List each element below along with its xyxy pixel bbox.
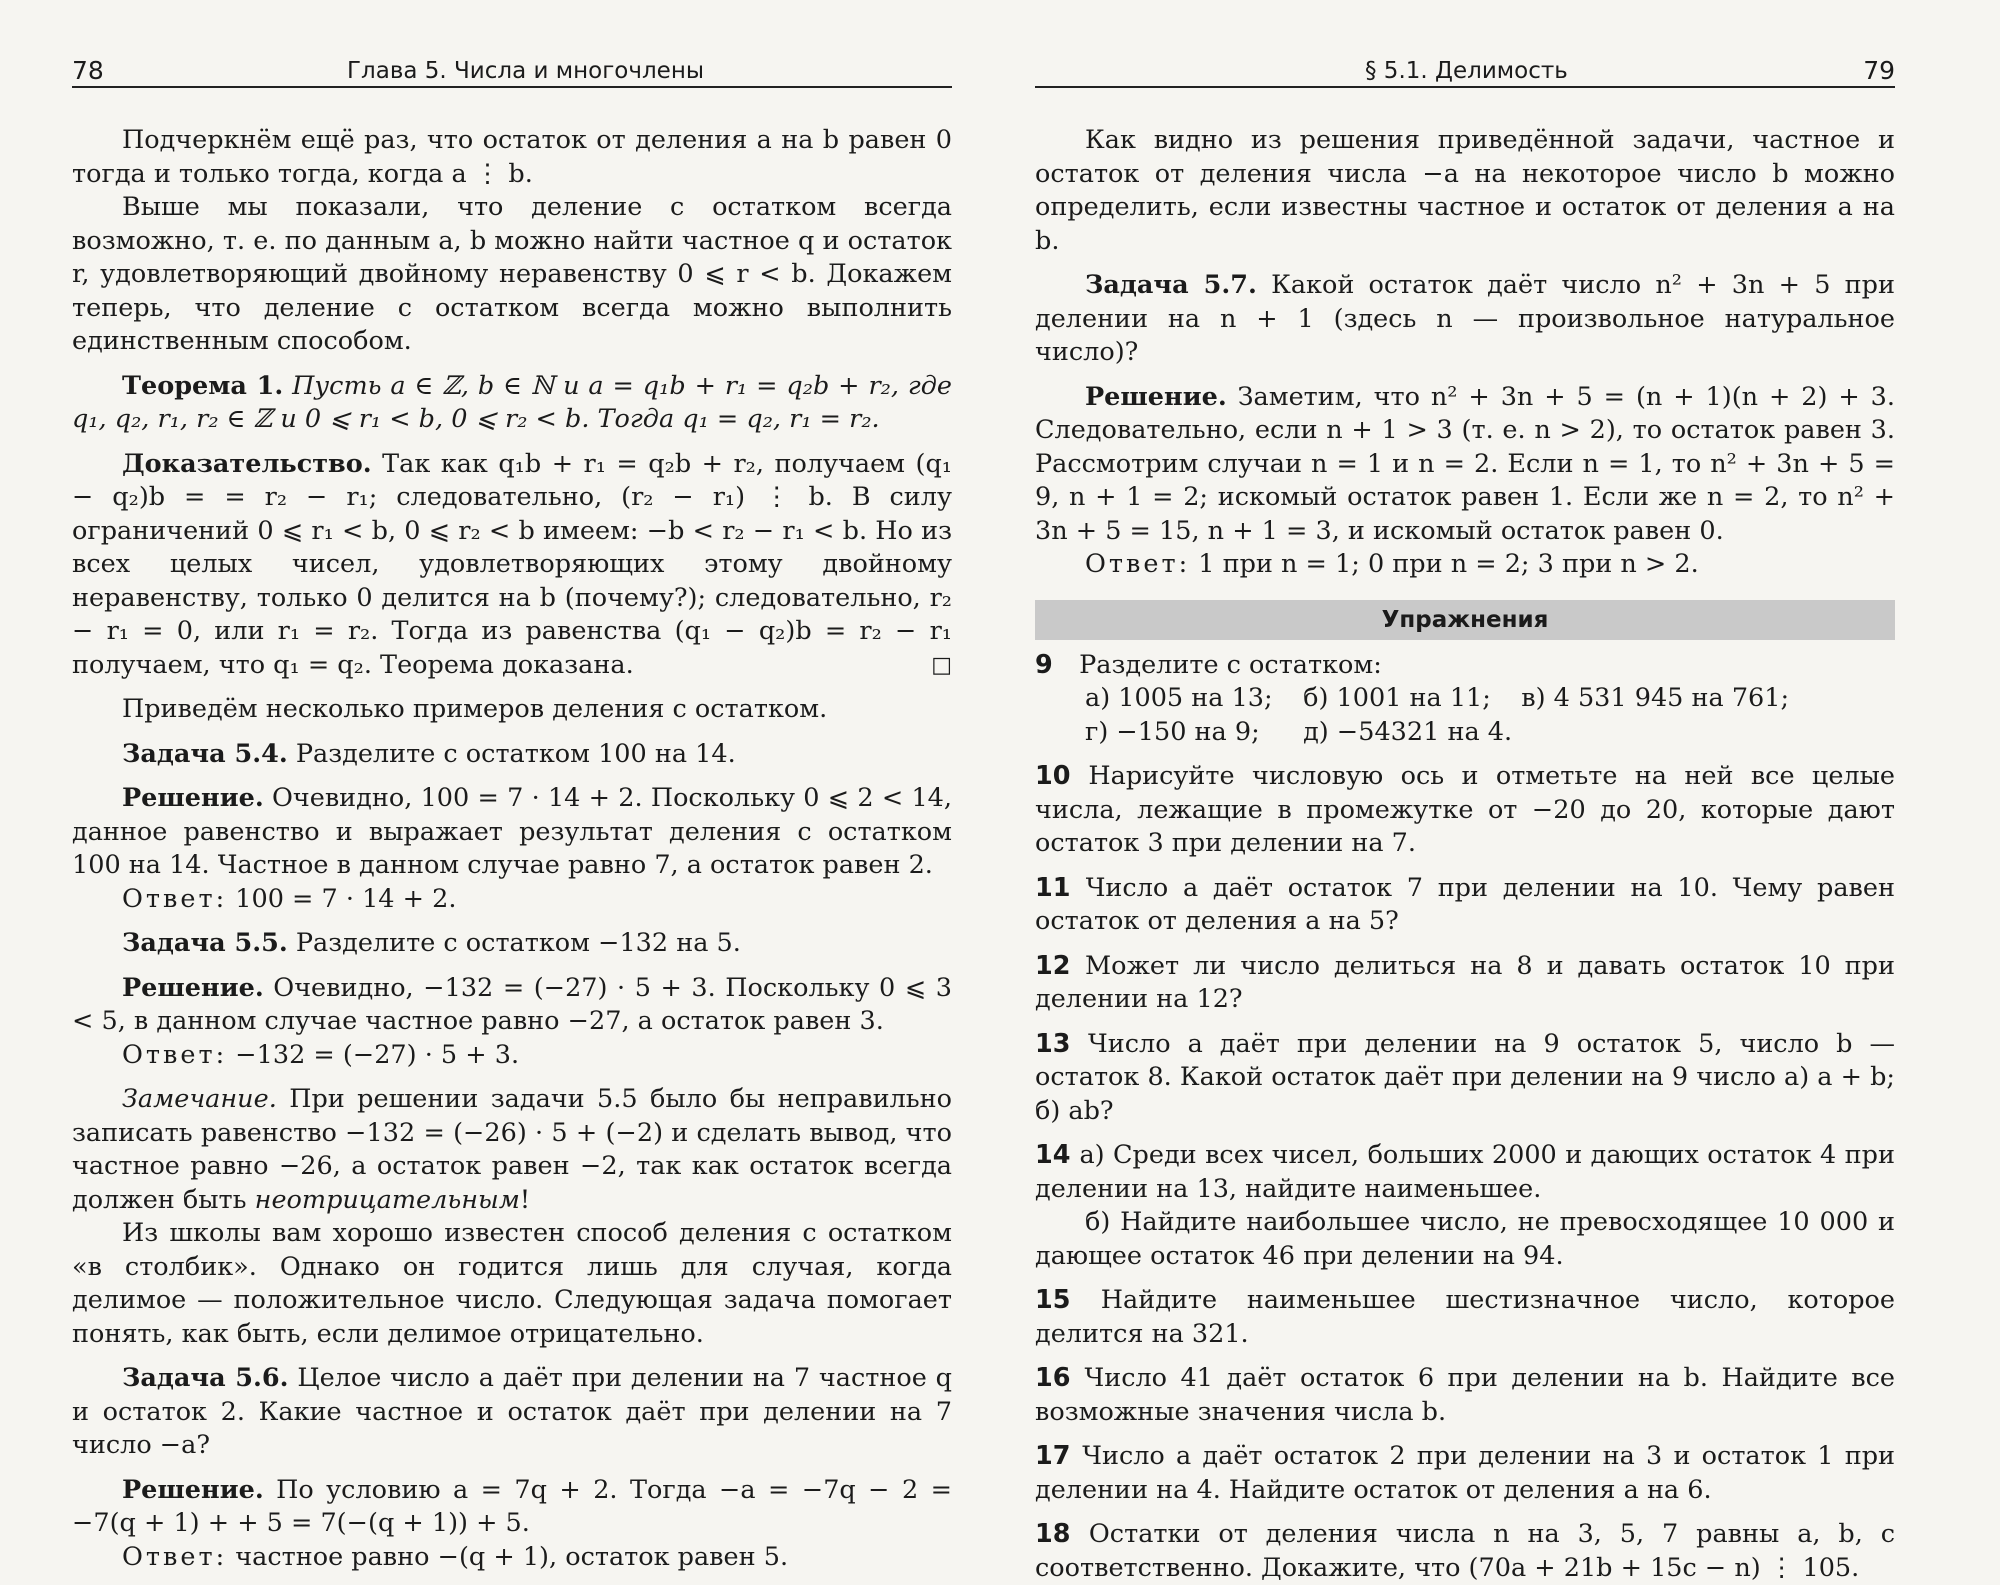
exercise-number: 17	[1035, 1441, 1071, 1471]
task-5-7	[1035, 269, 1895, 370]
exercise-text: Нарисуйте числовую ось и отметьте на ней все целые числа, лежащие в промежутке от −20 до 20, которые дают остаток 3 при делении на 7.	[1035, 761, 1895, 858]
paragraph: Приведём несколько примеров деления с остатком.	[122, 694, 828, 724]
paragraph: Из школы вам хорошо известен способ деления с остатком «в столбик». Однако он годится лишь для случая, когда делимое — положительное число. Следующая задача помогает понять, как быть, если делимое отрицательно.	[72, 1218, 952, 1349]
solution-text: Очевидно, 100 = 7 · 14 + 2. Поскольку 0 ⩽ 2 < 14, данное равенство и выражает результат деления с остатком 100 на 14. Частное в данном случае равно 7, а остаток равен 2.	[72, 783, 952, 880]
exercises-heading: Упражнения	[1035, 600, 1895, 640]
exercise-15	[1035, 1284, 1895, 1351]
solution-label: Решение.	[1085, 381, 1227, 412]
proof-label: Доказательство.	[122, 448, 372, 479]
exercise-9	[1035, 649, 1895, 750]
exercise-11	[1035, 872, 1895, 939]
remark-end: !	[519, 1184, 531, 1215]
solution-5-7	[1035, 381, 1895, 549]
qed-icon: □	[931, 652, 952, 678]
exercise-item: в) 4 531 945 на 761;	[1521, 683, 1790, 713]
exercise-number: 18	[1035, 1519, 1071, 1549]
answer-5-7	[1035, 548, 1895, 582]
task-label: Задача 5.5.	[122, 928, 288, 958]
exercise-item: г) −150 на 9;	[1085, 716, 1260, 747]
proof	[72, 448, 952, 683]
answer-label: Ответ:	[122, 1039, 228, 1070]
answer-label: Ответ:	[122, 1541, 228, 1572]
theorem	[72, 370, 952, 437]
exercise-14-b: б) Найдите наибольшее число, не превосходящее 10 000 и дающее остаток 46 при делении на 94.	[1035, 1207, 1895, 1271]
chapter-title: Глава 5. Числа и многочлены	[347, 58, 705, 84]
answer-label: Ответ:	[122, 883, 228, 914]
solution-5-6	[72, 1474, 952, 1541]
task-text: Разделите с остатком 100 на 14.	[295, 738, 736, 769]
exercise-12	[1035, 950, 1895, 1017]
theorem-text: Пусть a ∈ ℤ, b ∈ ℕ и a = q₁b + r₁ = q₂b + r₂, где q₁, q₂, r₁, r₂ ∈ ℤ и 0 ⩽ r₁ < b, 0 ⩽ r₂ < b. Тогда q₁ = q₂, r₁ = r₂.	[72, 370, 952, 434]
solution-label: Решение.	[122, 1474, 264, 1505]
exercise-text: Число a даёт остаток 7 при делении на 10. Чему равен остаток от деления a на 5?	[1035, 872, 1895, 936]
exercise-number: 15	[1035, 1285, 1071, 1315]
exercise-17	[1035, 1440, 1895, 1507]
task-5-4	[72, 738, 952, 772]
exercise-item: б) 1001 на 11;	[1303, 683, 1491, 713]
exercise-item: д) −54321 на 4.	[1303, 716, 1513, 747]
solution-label: Решение.	[122, 972, 264, 1003]
left-page	[72, 52, 952, 1574]
solution-text: Заметим, что n² + 3n + 5 = (n + 1)(n + 2) + 3. Следовательно, если n + 1 > 3 (т. е. n > 2), то остаток равен 3. Рассмотрим случаи n = 1 и n = 2. Если n = 1, то n² + 3n + 5 = 9, n + 1 = 2; искомый остаток равен 1. Если же n = 2, то n² + 3n + 5 = 15, n + 1 = 3, и искомый остаток равен 0.	[1035, 381, 1895, 546]
solution-text: По условию a = 7q + 2. Тогда −a = −7q − 2 = −7(q + 1) + + 5 = 7(−(q + 1)) + 5.	[72, 1474, 952, 1538]
remark-label: Замечание.	[122, 1084, 277, 1114]
solution-5-5	[72, 972, 952, 1039]
exercise-9-row-2	[1035, 716, 1895, 750]
exercise-text: Число a даёт при делении на 9 остаток 5, число b — остаток 8. Какой остаток даёт при делении на 9 число а) a + b; б) ab?	[1035, 1028, 1895, 1126]
page-number: 79	[1863, 56, 1895, 85]
right-page-body	[1035, 88, 1895, 1585]
paragraph: Выше мы показали, что деление с остатком всегда возможно, т. е. по данным a, b можно найти частное q и остаток r, удовлетворяющий двойному неравенству 0 ⩽ r < b. Докажем теперь, что деление с остатком всегда можно выполнить единственным способом.	[72, 192, 952, 356]
exercise-text: Найдите наименьшее шестизначное число, которое делится на 321.	[1035, 1285, 1895, 1349]
exercise-number: 16	[1035, 1363, 1071, 1393]
task-5-6	[72, 1362, 952, 1463]
exercise-item: а) 1005 на 13;	[1085, 683, 1273, 713]
remark-emphasis: неотрицательным	[254, 1184, 520, 1215]
exercise-number: 10	[1035, 761, 1071, 791]
exercise-text: Может ли число делиться на 8 и давать остаток 10 при делении на 12?	[1035, 950, 1895, 1014]
answer-text: частное равно −(q + 1), остаток равен 5.	[235, 1541, 789, 1572]
left-running-header	[72, 52, 952, 88]
remark-text: При решении задачи 5.5 было бы неправильно записать равенство −132 = (−26) · 5 + (−2) и сделать вывод, что частное равно −26, а остаток равен −2, так как остаток всегда должен быть	[72, 1084, 952, 1215]
task-text: Какой остаток даёт число n² + 3n + 5 при делении на n + 1 (здесь n — произвольное натуральное число)?	[1035, 270, 1895, 367]
answer-text: 1 при n = 1; 0 при n = 2; 3 при n > 2.	[1198, 549, 1699, 579]
right-page	[1035, 52, 1895, 1585]
exercise-number: 13	[1035, 1028, 1071, 1059]
page-number: 78	[72, 56, 104, 85]
proof-text: Так как q₁b + r₁ = q₂b + r₂, получаем (q₁ − q₂)b = = r₂ − r₁; следовательно, (r₂ − r₁) ⋮ b. В силу ограничений 0 ⩽ r₁ < b, 0 ⩽ r₂ < b имеем: −b < r₂ − r₁ < b. Но из всех целых чисел, удовлетворяющих этому двойному неравенству, только 0 делится на b (почему?); следовательно, r₂ − r₁ = 0, или r₁ = r₂. Тогда из равенства (q₁ − q₂)b = r₂ − r₁ получаем, что q₁ = q₂. Теорема доказана.	[72, 448, 952, 680]
exercise-number: 9	[1035, 649, 1053, 680]
exercise-18	[1035, 1518, 1895, 1585]
exercise-number: 14	[1035, 1140, 1071, 1170]
task-text: Целое число a даёт при делении на 7 частное q и остаток 2. Какие частное и остаток даёт при делении на 7 число −a?	[72, 1363, 952, 1460]
task-label: Задача 5.7.	[1085, 270, 1257, 300]
exercise-16	[1035, 1362, 1895, 1429]
exercise-number: 12	[1035, 950, 1071, 981]
exercise-9-row-1	[1035, 682, 1895, 716]
answer-5-4	[72, 883, 952, 917]
exercise-text: Число a даёт остаток 2 при делении на 3 и остаток 1 при делении на 4. Найдите остаток от деления a на 6.	[1035, 1441, 1896, 1505]
task-5-5	[72, 927, 952, 961]
exercise-text: Остатки от деления числа n на 3, 5, 7 равны a, b, c соответственно. Докажите, что (70a + 21b + 15c − n) ⋮ 105.	[1035, 1519, 1896, 1583]
exercise-10	[1035, 760, 1895, 861]
solution-label: Решение.	[122, 783, 264, 813]
exercise-number: 11	[1035, 872, 1071, 903]
left-page-body	[72, 88, 952, 1574]
answer-5-6	[72, 1541, 952, 1575]
exercise-13	[1035, 1028, 1895, 1129]
paragraph: Как видно из решения приведённой задачи, частное и остаток от деления числа −a на некоторое число b можно определить, если известны частное и остаток от деления a на b.	[1035, 125, 1895, 256]
exercise-text: Разделите с остатком:	[1079, 649, 1382, 680]
answer-label: Ответ:	[1085, 549, 1191, 579]
task-label: Задача 5.4.	[122, 738, 288, 769]
exercise-14	[1035, 1139, 1895, 1206]
solution-text: Очевидно, −132 = (−27) · 5 + 3. Поскольку 0 ⩽ 3 < 5, в данном случае частное равно −27, а остаток равен 3.	[72, 972, 953, 1036]
answer-text: 100 = 7 · 14 + 2.	[235, 883, 457, 914]
answer-5-5	[72, 1039, 952, 1073]
exercise-text: а) Среди всех чисел, больших 2000 и дающих остаток 4 при делении на 13, найдите наименьшее.	[1035, 1140, 1895, 1204]
section-title: § 5.1. Делимость	[1365, 58, 1568, 84]
answer-text: −132 = (−27) · 5 + 3.	[235, 1039, 520, 1070]
theorem-label: Теорема 1.	[122, 370, 284, 401]
right-running-header	[1035, 52, 1895, 88]
solution-5-4	[72, 782, 952, 883]
exercise-text: Число 41 даёт остаток 6 при делении на b. Найдите все возможные значения числа b.	[1035, 1363, 1895, 1427]
task-label: Задача 5.6.	[122, 1363, 289, 1393]
task-text: Разделите с остатком −132 на 5.	[295, 928, 741, 958]
remark	[72, 1083, 952, 1217]
paragraph: Подчеркнём ещё раз, что остаток от деления a на b равен 0 тогда и только тогда, когда a ⋮ b.	[72, 125, 952, 189]
